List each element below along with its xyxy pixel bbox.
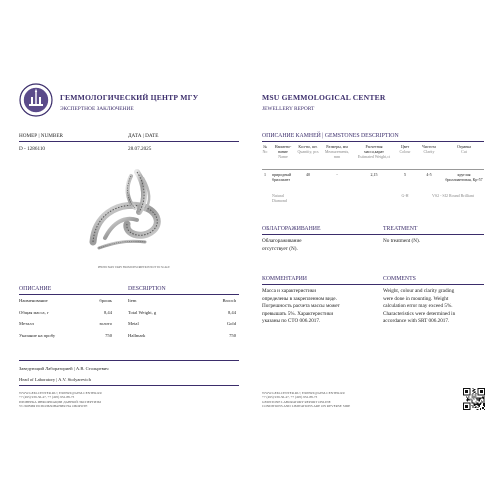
stones-header-divider	[262, 169, 484, 170]
en-center-title: MSU GEMMOLOGICAL CENTER	[262, 93, 386, 102]
footer-left	[19, 391, 102, 408]
footer-right	[262, 391, 350, 408]
stones-col-measurements: Размеры, мм Measurements, mm	[324, 144, 350, 159]
stones-title: ОПИСАНИЕ КАМНЕЙ | GEMSTONES DESCRIPTION	[262, 133, 399, 139]
comments-divider	[262, 284, 484, 285]
stones-col-clarity: Чистота Clarity	[422, 144, 436, 154]
comments-en-line: calculation error may exceed 5%.	[383, 303, 453, 310]
date-value: 28.07.2025	[128, 146, 152, 152]
date-label: ДАТА | DATE	[128, 133, 159, 139]
comments-ru-title: КОММЕНТАРИИ	[262, 276, 307, 282]
number-value: D - 1286110	[19, 146, 46, 152]
stones-row-colour: 5	[404, 172, 406, 177]
description-divider	[19, 294, 239, 295]
ru-report-subtitle: ЭКСПЕРТНОЕ ЗАКЛЮЧЕНИЕ	[60, 106, 134, 112]
treatment-ru-text-2: отсутствует (N).	[262, 246, 298, 252]
stones-col-colour: Цвет Colour	[399, 144, 411, 154]
footer-left-line: WWW.GEM-CENTER.RU | EXPERT@GEM-CENTER.RU	[19, 391, 103, 395]
en-report-subtitle: JEWELLERY REPORT	[262, 106, 315, 112]
stones-row-cut: круглая бриллиантовая, Кр-57	[445, 172, 483, 182]
footer-right-line: +7 (495) 939-56-47, +7 (495) 932-88-73	[262, 395, 318, 400]
description-en-title: DESCRIPTION	[128, 286, 166, 292]
signature-bottom-divider	[19, 385, 239, 386]
stones-row-clarity: 4-5	[426, 172, 432, 177]
treatment-divider	[262, 234, 484, 235]
comments-ru-text	[262, 288, 340, 326]
treatment-ru-text-1: Облагораживание	[262, 238, 302, 244]
comments-ru-line: Погрешность расчета массы может	[262, 303, 340, 310]
stones-col-qty: Кол-во, шт. Quantity, pcs	[297, 144, 319, 154]
signature-ru: Заведующий Лабораторией | А.В. Стольревич	[19, 366, 109, 371]
desc-ru-label-0: Наименование	[19, 298, 48, 303]
description-ru-title: ОПИСАНИЕ	[19, 286, 52, 292]
stones-divider	[262, 141, 484, 142]
brooch-image	[85, 162, 175, 260]
desc-en-label-0: Item	[128, 298, 137, 303]
stones-row-colour-en: G-H	[401, 193, 409, 198]
stones-row-no: 1	[264, 172, 266, 177]
desc-ru-value-0: брошь	[99, 298, 112, 303]
stones-col-weight: Расчетная масса,карат Estimated Weight,ct	[357, 144, 391, 159]
desc-ru-label-2: Металл	[19, 321, 34, 326]
number-divider	[19, 141, 239, 142]
msu-logo	[19, 83, 53, 117]
stones-row-name: природный бриллиант	[272, 172, 292, 182]
footer-right-line: CONDITIONS AND LIMITATIONS ARE ON REVERSE SIDE	[262, 403, 351, 408]
comments-en-line: were done in mounting. Weight	[383, 295, 449, 302]
comments-ru-line: Масса и характеристики	[262, 288, 317, 294]
comments-en-text	[383, 288, 455, 326]
ru-center-title: ГЕММОЛОГИЧЕСКИЙ ЦЕНТР МГУ	[60, 93, 199, 102]
footer-right-line: GEMSTONE LABORATORY REPORT ONLINE	[262, 399, 331, 404]
desc-en-label-1: Total Weight, g	[128, 310, 157, 315]
stones-row-measurements: -	[336, 172, 338, 177]
comments-ru-line: указаны по СТО 006.2017.	[262, 318, 321, 325]
stones-col-name: Наимено-вание Name	[274, 144, 292, 159]
stones-row-name-en: Natural Diamond	[272, 193, 287, 203]
stones-row-weight: 2,15	[370, 172, 378, 177]
footer-left-line: УСЛОВИЯ ИСПОЛЬЗОВАНИЯ НА ОБОРОТЕ	[19, 403, 88, 408]
comments-ru-line: определены в закрепленном виде.	[262, 295, 337, 302]
comments-en-line: Characteristics were determined in	[383, 310, 456, 317]
footer-left-line: ПРОВЕРКА ИНФОРМАЦИИ ДАННОЙ ЭКСПЕРТИЗЫ	[19, 399, 101, 404]
brooch-photo	[85, 162, 175, 260]
treatment-en-title: TREATMENT	[383, 226, 418, 232]
desc-ru-value-2: золото	[99, 321, 112, 326]
photo-caption: PHOTO MAY VARY FROM DESCRIPTION NOT TO SCALE	[98, 266, 170, 269]
stones-row-qty: 40	[306, 172, 310, 177]
signature-top-divider	[19, 360, 239, 361]
comments-en-line: Weight, colour and clarity grading	[383, 288, 455, 294]
comments-ru-line: превышать 5%. Характеристики	[262, 310, 334, 317]
desc-en-label-2: Metal	[128, 321, 139, 326]
desc-ru-label-3: Указание на пробу	[19, 333, 56, 338]
desc-en-value-1: 8,44	[227, 310, 236, 315]
desc-ru-value-3: 750	[105, 333, 112, 338]
msu-emblem-icon	[19, 83, 53, 117]
desc-en-value-3: 750	[229, 333, 236, 338]
desc-en-value-0: Brooch	[222, 298, 236, 303]
stones-col-no: № No	[262, 144, 268, 154]
comments-en-title: COMMENTS	[383, 276, 416, 282]
comments-en-line: accordance with SRT 006.2017.	[383, 318, 450, 325]
qr-code[interactable]	[463, 388, 485, 410]
footer-left-line: +7 (495) 939-56-47, +7 (495) 932-88-73	[19, 395, 75, 400]
desc-en-label-3: Hallmark	[128, 333, 146, 338]
footer-right-line: WWW.GEM-CENTER.RU | EXPERT@GEM-CENTER.RU	[262, 391, 346, 395]
desc-ru-value-1: 8,44	[103, 310, 112, 315]
stones-row-clarity-cut-en: VS2 - SI2 Round Brilliant	[431, 193, 474, 198]
signature-en: Head of Laboratory | A.V. Stolyarevich	[19, 377, 91, 382]
desc-en-value-2: Gold	[226, 321, 236, 326]
stones-col-cut: Огранка Cut	[456, 144, 472, 154]
treatment-en-text: No treatment (N).	[383, 238, 421, 244]
number-label: НОМЕР | NUMBER	[19, 133, 63, 139]
desc-ru-label-1: Общая масса, г	[19, 310, 49, 315]
treatment-ru-title: ОБЛАГОРАЖИВАНИЕ	[262, 226, 321, 232]
qr-code-icon	[463, 388, 485, 410]
